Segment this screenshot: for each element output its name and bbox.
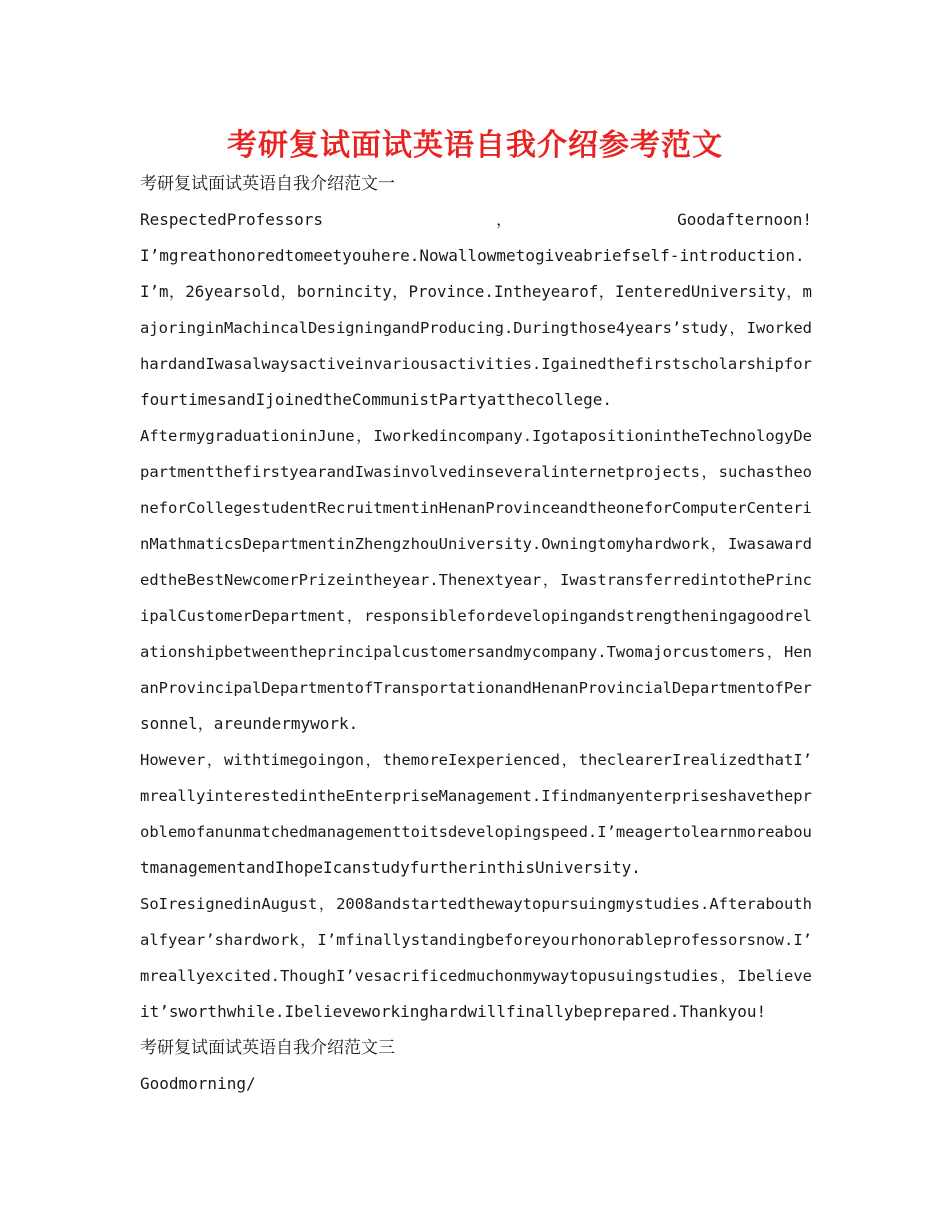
text-line: ajoringinMachincalDesigningandProducing.Duringthose4years’study，Iworked (140, 319, 812, 337)
text-line: hardandIwasalwaysactiveinvariousactivities.Igainedthefirstscholarshipfor (140, 355, 812, 373)
text-line: partmentthefirstyearandIwasinvolvedinseveralinternetprojects，suchastheo (140, 463, 812, 481)
text-line: RespectedProfessors ， Goodafternoon! (140, 210, 812, 229)
text-line: anProvincipalDepartmentofTransportationandHenanProvincialDepartmentofPer (140, 679, 812, 697)
text-line: alfyear’shardwork，I’mfinallystandingbeforeyourhonorableprofessorsnow.I’ (140, 931, 812, 949)
section-heading: 考研复试面试英语自我介绍范文一 (140, 174, 395, 194)
text-line: AftermygraduationinJune，Iworkedincompany.IgotapositionintheTechnologyDe (140, 427, 812, 445)
text-line: However，withtimegoingon，themoreIexperienced，theclearerIrealizedthatI’ (140, 751, 812, 769)
text-line: it’sworthwhile.Ibelieveworkinghardwillfinallybeprepared.Thankyou! (140, 1002, 767, 1021)
text-line: mreallyexcited.ThoughI’vesacrificedmuchonmywaytopusuingstudies，Ibelieve (140, 967, 812, 985)
section-heading: 考研复试面试英语自我介绍范文三 (140, 1038, 395, 1058)
text-line: I’mgreathonoredtomeetyouhere.Nowallowmetogiveabriefself-introduction. (140, 246, 805, 265)
text-line: mreallyinterestedintheEnterpriseManagement.Ifindmanyenterpriseshavethepr (140, 787, 812, 805)
document-body (140, 166, 812, 1102)
document-title: 考研复试面试英语自我介绍参考范文 (227, 128, 723, 163)
text-line: tmanagementandIhopeIcanstudyfurtherinthisUniversity. (140, 858, 641, 877)
text-line: neforCollegestudentRecruitmentinHenanProvinceandtheoneforComputerCenteri (140, 499, 812, 517)
text-line: I’m，26yearsold，bornincity，Province.Intheyearof，IenteredUniversity，m (140, 282, 812, 301)
text-line: sonnel，areundermywork. (140, 714, 359, 733)
text-line: oblemofanunmatchedmanagementtoitsdevelopingspeed.I’meagertolearnmoreabou (140, 823, 812, 841)
text-line: edtheBestNewcomerPrizeintheyear.Thenextyear，IwastransferredintothePrinc (140, 571, 812, 589)
text-line: nMathmaticsDepartmentinZhengzhouUniversity.Owningtomyhardwork，Iwasaward (140, 535, 812, 553)
text-line: ationshipbetweentheprincipalcustomersandmycompany.Twomajorcustomers，Hen (140, 643, 812, 661)
text-line: ipalCustomerDepartment，responsiblefordevelopingandstrengtheningagoodrel (140, 607, 812, 625)
text-line: fourtimesandIjoinedtheCommunistPartyatthecollege. (140, 390, 613, 409)
text-line: SoIresignedinAugust，2008andstartedthewaytopursuingmystudies.Afterabouth (140, 895, 812, 913)
text-line: Goodmorning/ (140, 1074, 256, 1093)
